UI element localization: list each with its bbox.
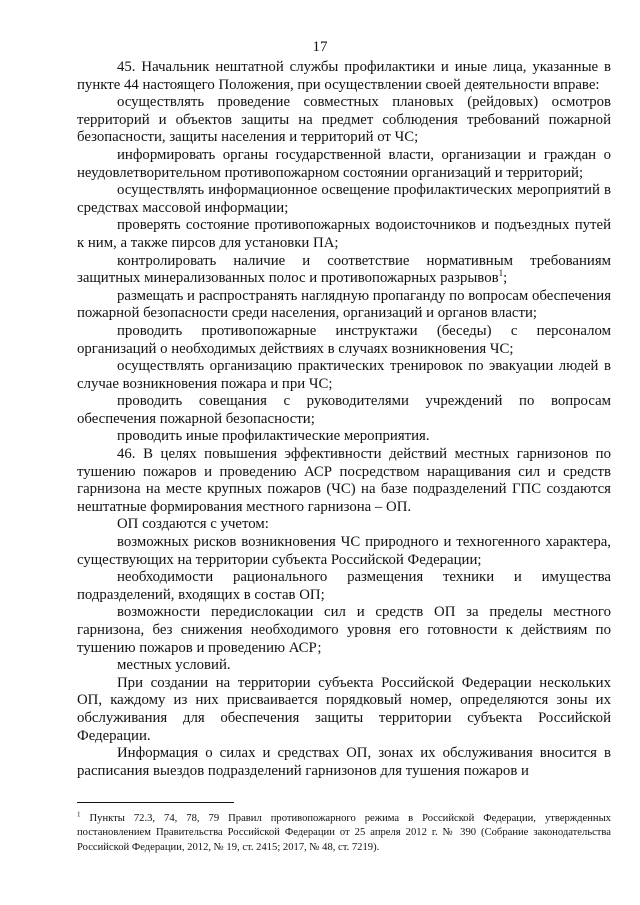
- page-number: 17: [312, 39, 328, 55]
- footnote: [77, 812, 611, 855]
- list-item-equipment-placement: необходимости рационального размещения техники и имущества подразделений, входящих в состав ОП;: [77, 569, 611, 603]
- list-item-local-conditions: местных условий.: [117, 657, 231, 674]
- list-item-other-measures: проводить иные профилактические мероприятия.: [117, 428, 430, 445]
- list-item-check-water-sources: проверять состояние противопожарных водоисточников и подъездных путей к ним, а также пирсов для установки ПА;: [77, 217, 611, 251]
- footnote-reference: 1: [498, 268, 504, 279]
- list-item-redeployment: возможности передислокации сил и средств ОП за пределы местного гарнизона, без снижения необходимого уровня его готовности к действиям по тушению пожаров и проведению АСР;: [77, 604, 611, 656]
- footnote-separator: [77, 802, 234, 803]
- firebreaks-suffix: ;: [503, 270, 508, 287]
- paragraph-op-created: ОП создаются с учетом:: [117, 516, 269, 533]
- list-item-media-coverage: осуществлять информационное освещение профилактических мероприятий в средствах массовой информации;: [77, 182, 611, 216]
- list-item-propaganda: размещать и распространять наглядную пропаганду по вопросам обеспечения пожарной безопасности среди населения, организаций и органов власти;: [77, 287, 611, 322]
- list-item-inform-authorities: информировать органы государственной власти, организации и граждан о неудовлетворительном противопожарном состоянии организаций и территорий;: [77, 146, 611, 181]
- firebreaks-text: контролировать наличие и соответствие нормативным требованиям защитных минерализованных полос и противопожарных разрывов: [77, 252, 611, 287]
- list-item-meetings: проводить совещания с руководителями учреждений по вопросам обеспечения пожарной безопасности;: [77, 393, 611, 427]
- paragraph-45: 45. Начальник нештатной службы профилактики и иные лица, указанные в пункте 44 настоящего Положения, при осуществлении своей деятельности вправе:: [77, 59, 611, 93]
- footnote-text: Пункты 72.3, 74, 78, 79 Правил противопожарного режима в Российской Федерации, утвержденных постановлением Правительства Российской Федерации от 25 апреля 2012 г. № 390 (Собрание законодательства Российской Федерации, 2012, № 19, ст. 2415; 2017, № 48, ст. 7219).: [77, 813, 611, 853]
- list-item-briefings: проводить противопожарные инструктажи (беседы) с персоналом организаций о необходимых действиях в случаях возникновения ЧС;: [77, 322, 611, 357]
- list-item-joint-inspections: осуществлять проведение совместных плановых (рейдовых) осмотров территорий и объектов защиты на предмет соблюдения требований пожарной безопасности, защиты населения и территорий от ЧС;: [77, 94, 611, 146]
- footnote-marker: 1: [77, 810, 81, 819]
- list-item-control-firebreaks: [77, 253, 611, 288]
- paragraph-multiple-op: При создании на территории субъекта Российской Федерации нескольких ОП, каждому из них присваивается порядковый номер, определяются зоны их обслуживания для обеспечения защиты территории субъекта Российской Федерации.: [77, 674, 611, 744]
- paragraph-op-info: Информация о силах и средствах ОП, зонах их обслуживания вносится в расписания выездов подразделений гарнизонов для тушения пожаров и: [77, 745, 611, 779]
- paragraph-46: 46. В целях повышения эффективности действий местных гарнизонов по тушению пожаров и проведению АСР посредством наращивания сил и средств гарнизона на месте крупных пожаров (ЧС) на базе подразделений ГПС создаются нештатные формирования местного гарнизона – ОП.: [77, 446, 611, 515]
- list-item-risks: возможных рисков возникновения ЧС природного и техногенного характера, существующих на территории субъекта Российской Федерации;: [77, 534, 611, 568]
- list-item-evacuation-drills: осуществлять организацию практических тренировок по эвакуации людей в случае возникновения пожара и при ЧС;: [77, 358, 611, 392]
- document-body: [77, 59, 611, 780]
